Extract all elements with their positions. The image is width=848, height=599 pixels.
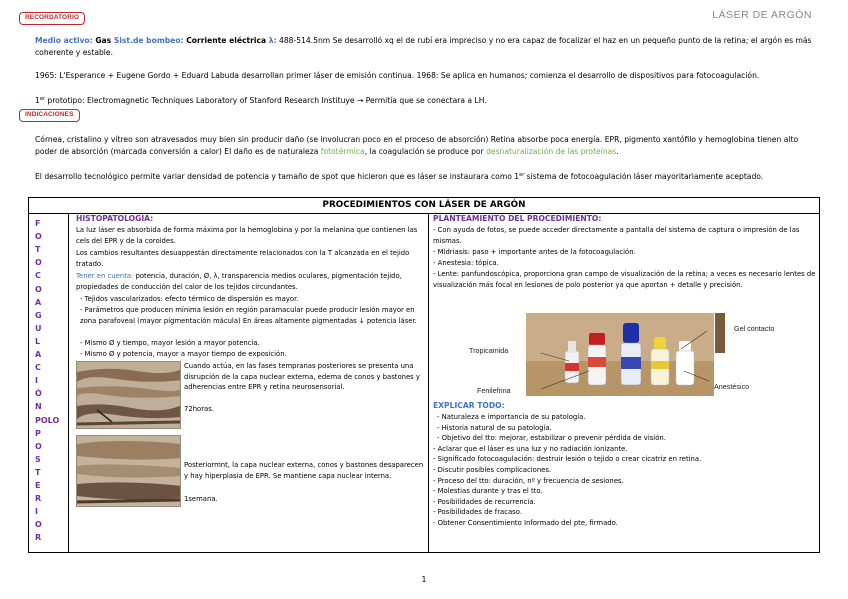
side-letter: E — [35, 481, 41, 490]
label-anestesico: Anestésico — [714, 382, 750, 391]
histo-line-2: Los cambios resultantes desuappestán directamente relacionados con la T alcanzada en el tejido tratado. — [76, 249, 410, 268]
note-label: Tener en cuenta: — [76, 272, 134, 280]
histo-img1-time: 72horas. — [184, 405, 214, 413]
ind-text-b: , la coagulación se produce por — [364, 147, 487, 156]
denaturalization-term: desnaturalización de las proteínas — [486, 147, 617, 156]
procedure-line-1: - Con ayuda de fotos, se puede acceder directamente a pantalla del sistema de captura o impresión de las mismas. — [433, 226, 800, 245]
histo-bullet-2: - Parámetros que producen mínima lesión en región paramacular puede producir lesión mayor en zona parafoveal (mayor pigmentación mácula) En áreas altamente pigmentadas ↓ potencia láser. — [80, 306, 417, 325]
procedure-line-3: - Anestesia: tópica. — [433, 259, 499, 267]
table-title: PROCEDIMIENTOS CON LÁSER DE ARGÓN — [29, 198, 819, 214]
histo-bullet-4: - Mismo Ø y potencia, mayor a mayor tiempo de exposición. — [80, 350, 287, 358]
explain-item: - Objetivo del tto: mejorar, estabilizar o prevenir pérdida de visión. — [437, 434, 666, 443]
explain-item: - Significado fotocoagulación: destruir lesión o tejido o crear cicatriz en retina. — [433, 455, 702, 464]
indications-paragraph-1 — [35, 134, 818, 158]
histo-img1-text: Cuando actúa, en las fases tempranas posteriores se presenta una disrupción de la capa nuclear externa, edema de conos y bastones y adherencias entre EPR y retina neurosensorial. — [184, 362, 420, 392]
side-letter: POLO — [35, 415, 60, 425]
explain-heading: EXPLICAR TODO: — [433, 401, 505, 410]
reminder-tag: RECORDATORIO — [19, 12, 85, 25]
ind2-text-a: El desarrollo tecnológico permite variar densidad de potencia y tamaño de spot que hicieron que es láser se instaurara como 1 — [35, 172, 520, 181]
intro-paragraph — [35, 35, 818, 59]
explain-item: - Naturaleza e importancia de su patología. — [437, 413, 586, 421]
side-letter: F — [35, 219, 41, 228]
side-letter: I — [35, 507, 38, 517]
side-letter: Ó — [35, 389, 42, 399]
histopathology-column — [70, 214, 429, 552]
ind-text-a: Córnea, cristalino y vítreo son atravesados muy bien sin producir daño (se involucran poco en el proceso de absorción) Retina absorbe poca energía. EPR, pigmento xantófilo y hemoglobina tienen alto poder de absorción (marcada conversión a calor) El daño es de naturaleza — [35, 135, 799, 156]
side-letter: C — [35, 271, 41, 281]
side-letter: C — [35, 363, 41, 373]
side-letter: T — [35, 245, 41, 255]
label-tropicamida: Tropicamida — [469, 346, 509, 355]
prototype-text: prototipo: Electromagnetic Techniques Laboratory of Stanford Research Instituye → Permitía que se conectara a LH. — [44, 96, 487, 105]
label-fenilefrina: Fenilefrina — [477, 386, 511, 395]
pump-label: Sist.de bombeo: — [113, 36, 184, 45]
explain-item: - Posibilidades de recurrencia. — [433, 497, 536, 506]
procedures-table — [28, 197, 820, 553]
procedure-heading: PLANTEAMIENTO DEL PROCEDIMIENTO: — [433, 214, 602, 223]
side-letter: A — [35, 350, 42, 359]
histology-image-72h — [76, 361, 181, 429]
side-letter: O — [35, 520, 42, 530]
histo-line-1: La luz láser es absorbida de forma máxima por la hemoglobina y por la melanina que contienen las cels del EPR y de la coroides. — [76, 226, 418, 245]
active-medium-value: Gas — [92, 36, 114, 45]
side-label-column — [29, 214, 69, 552]
explain-list — [433, 412, 817, 529]
side-letter: S — [35, 454, 41, 464]
history-paragraph: 1965: L'Esperance + Eugene Gordo + Eduard Labuda desarrollan primer láser de emisión continua. 1968: Se aplica en humanos; comienza el desarrollo de dispositivos para fotocoagulación. — [35, 71, 760, 80]
note-text: potencia, duración, Ø, λ, transparencia medios oculares, pigmentación tejido, propiedades de conducción del calor de los tejidos circundantes. — [76, 272, 402, 291]
explain-item: - Molestias durante y tras el tto. — [433, 487, 543, 496]
procedure-column — [429, 214, 819, 552]
histo-img2-text: Posteriormnt, la capa nuclear externa, conos y bastones desaparecen y hay hiperplasia de EPR. Se mantiene capa nuclear interna. — [184, 461, 424, 480]
fenilefrina-bottle — [588, 333, 606, 385]
histo-bullet-1: - Tejidos vascularizados: efecto térmico de dispersión es mayor. — [80, 295, 299, 303]
explain-item: - Discutir posibles complicaciones. — [433, 465, 552, 474]
phototermal-term: fototérmica — [320, 147, 365, 156]
side-letter: R — [35, 494, 42, 504]
side-letter: N — [35, 402, 42, 412]
explain-item: - Proceso del tto: duración, nº y frecuencia de sesiones. — [433, 476, 624, 485]
side-letter: U — [35, 323, 42, 333]
label-gel-contacto: Gel contacto — [734, 324, 775, 333]
side-letter: O — [35, 284, 42, 294]
document-title: LÁSER DE ARGÓN — [712, 9, 812, 21]
side-letter: P — [35, 428, 41, 438]
histo-heading: HISTOPATOLOGÍA: — [76, 214, 154, 223]
ind-text-c: . — [616, 147, 619, 156]
side-letter: I — [35, 376, 38, 386]
side-letter: L — [35, 336, 41, 346]
anestesico-bottle — [621, 323, 641, 385]
explain-item: - Aclarar que el láser es una luz y no radiación ionizante. — [433, 444, 628, 453]
histo-bullet-3: - Mismo Ø y tiempo, mayor lesión a mayor potencia. — [80, 339, 260, 347]
side-letter: O — [35, 232, 42, 242]
side-letter: G — [35, 310, 42, 320]
ind2-text-b: sistema de fotocoagulación láser mayoritariamente aceptado. — [524, 172, 764, 181]
prototype-paragraph — [35, 93, 818, 107]
explain-item: - Historia natural de su patología. — [437, 423, 552, 432]
explain-item: - Posibilidades de fracaso. — [433, 508, 522, 517]
indications-tag: INDICACIONES — [19, 109, 80, 122]
active-medium-label: Medio activo: — [35, 36, 93, 45]
side-letter: O — [35, 258, 42, 268]
side-letter: O — [35, 441, 42, 451]
lambda-label: λ: — [268, 36, 277, 45]
indications-paragraph-2 — [35, 169, 818, 183]
page-number: 1 — [421, 575, 427, 584]
ind2-sup: er — [519, 172, 525, 178]
side-letter: A — [35, 297, 42, 307]
histology-image-1week — [76, 435, 181, 507]
procedure-line-2: - Midriasis: paso + importante antes de la fotocoagulación. — [433, 248, 636, 256]
eye-drops-photo — [469, 311, 819, 403]
explain-item: - Obtener Consentimiento Informado del pte, firmado. — [433, 518, 618, 527]
prototype-number: 1 — [35, 96, 40, 105]
procedure-line-4: - Lente: panfundoscópica, proporciona gran campo de visualización de la retina; a veces es necesario lentes de visualización más focal en lesiones de polo posterior ya que aportan + detalle y precisión. — [433, 270, 816, 289]
prototype-sup: er — [39, 96, 45, 102]
lambda-value: 488-514.5nm Se desarrolló xq el de rubí era impreciso y no era capaz de focalizar el haz en un pequeño punto de la retina; el argón es más coherente y estable. — [35, 36, 812, 57]
pump-value: Corriente eléctrica — [183, 36, 269, 45]
histo-img2-time: 1semana. — [184, 495, 218, 503]
histo-note — [76, 271, 424, 292]
side-letter: T — [35, 467, 41, 477]
side-letter: R — [35, 533, 42, 543]
